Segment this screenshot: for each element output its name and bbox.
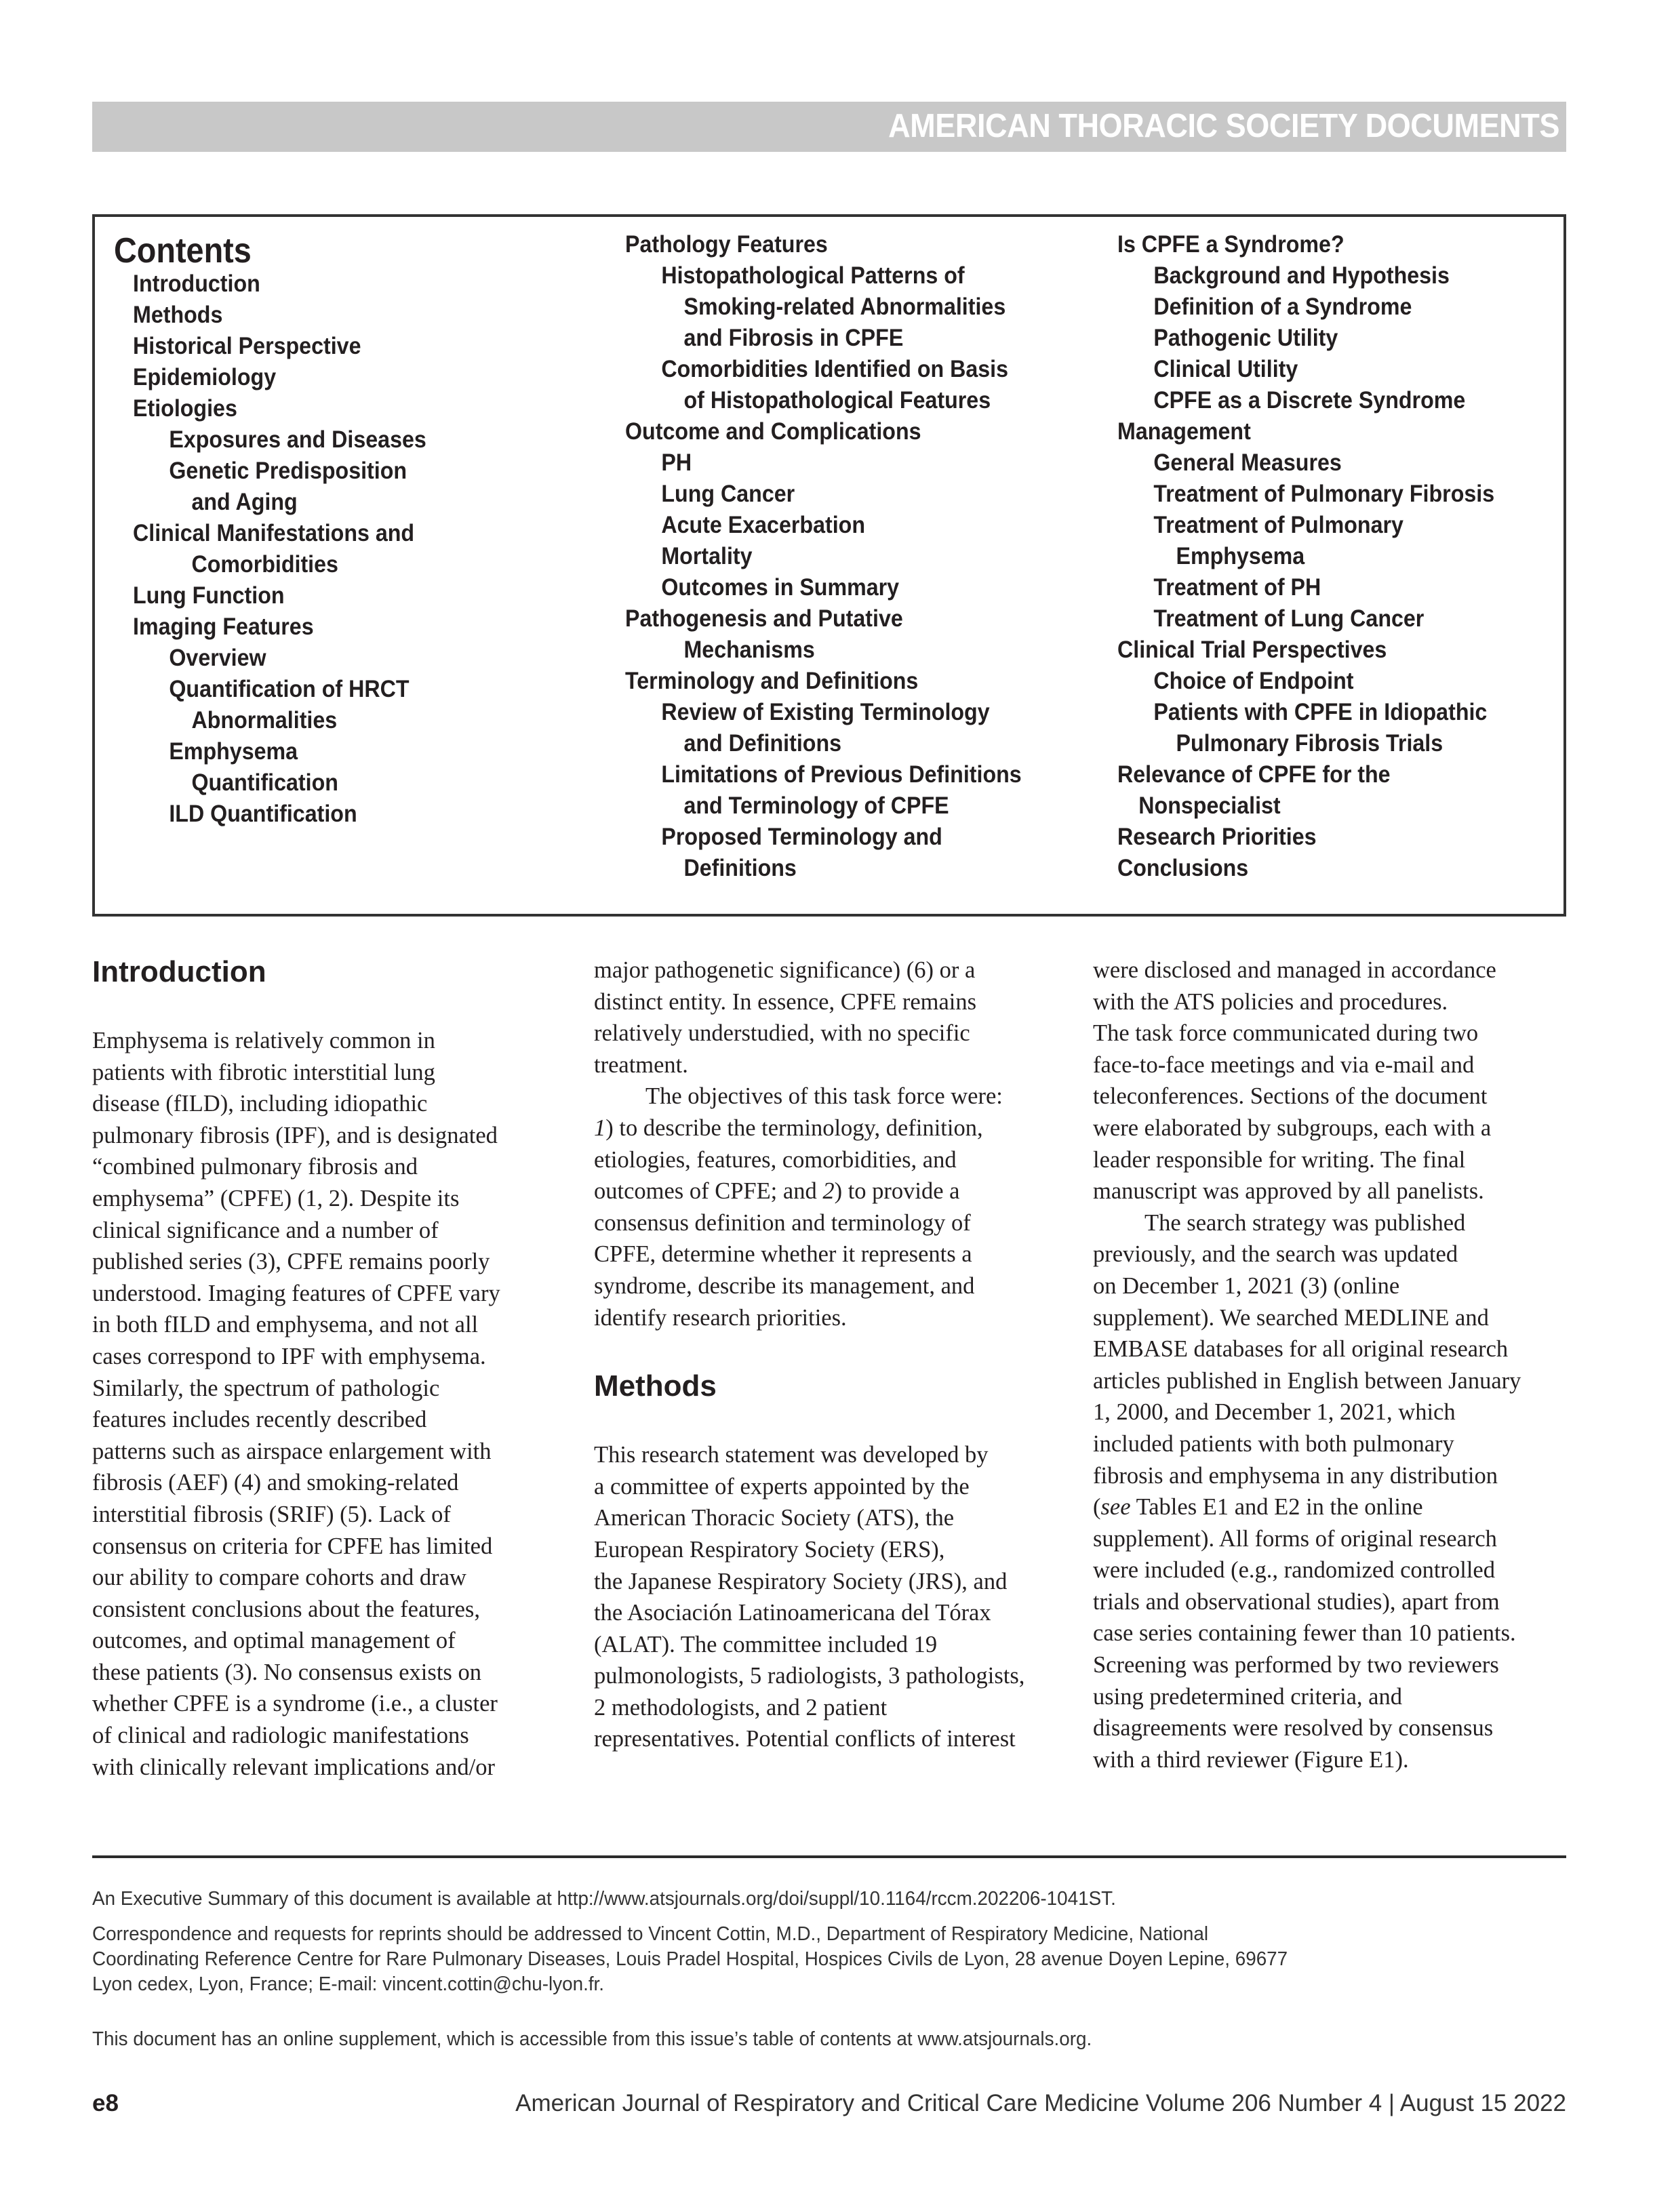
toc-entry[interactable]: Quantification of HRCT <box>169 676 410 702</box>
section-banner <box>92 102 1566 152</box>
toc-entry[interactable]: Treatment of PH <box>1153 574 1321 601</box>
text-line: disease (fILD), including idiopathic <box>92 1091 428 1117</box>
text-line: “combined pulmonary fibrosis and <box>92 1154 418 1180</box>
toc-column-2 <box>625 229 1056 884</box>
text-line: outcomes of CPFE; and 2) to provide a <box>594 1178 960 1205</box>
text-line: pulmonary fibrosis (IPF), and is designated <box>92 1122 498 1148</box>
toc-entry[interactable]: Treatment of Pulmonary Fibrosis <box>1153 481 1495 507</box>
toc-entry[interactable]: Introduction <box>133 270 260 297</box>
toc-entry[interactable]: Quantification <box>191 769 338 796</box>
toc-entry[interactable]: and Terminology of CPFE <box>683 792 949 819</box>
toc-entry[interactable]: Mechanisms <box>683 637 815 663</box>
toc-entry[interactable]: Definitions <box>683 855 797 881</box>
toc-entry[interactable]: Relevance of CPFE for the <box>1117 761 1391 788</box>
text-line: 1, 2000, and December 1, 2021, which <box>1093 1399 1456 1426</box>
correspondence-line: Correspondence and requests for reprints should be addressed to Vincent Cottin, M.D., Department of Respiratory Medicine, National <box>92 1923 1209 1945</box>
text-line: using predetermined criteria, and <box>1093 1683 1402 1710</box>
toc-entry[interactable]: Outcome and Complications <box>625 418 921 445</box>
body-column-1 <box>92 954 567 1783</box>
toc-entry[interactable]: Outcomes in Summary <box>661 574 900 601</box>
text-line: the Asociación Latinoamericana del Tórax <box>594 1600 991 1626</box>
body-column-2 <box>594 954 1069 1755</box>
toc-column-1 <box>133 268 452 830</box>
body-column-3 <box>1093 954 1568 1775</box>
toc-entry[interactable]: Clinical Trial Perspectives <box>1117 637 1387 663</box>
supplement-note: This document has an online supplement, which is accessible from this issue’s table of contents at www.atsjournals.org. <box>92 2028 1092 2050</box>
text-line: included patients with both pulmonary <box>1093 1430 1454 1457</box>
text-line: European Respiratory Society (ERS), <box>594 1536 945 1563</box>
text-line: teleconferences. Sections of the document <box>1093 1083 1488 1110</box>
toc-entry[interactable]: Pathogenesis and Putative <box>625 605 903 632</box>
toc-entry[interactable]: and Fibrosis in CPFE <box>683 325 904 351</box>
toc-entry[interactable]: Choice of Endpoint <box>1153 668 1354 694</box>
text-line: cases correspond to IPF with emphysema. <box>92 1343 486 1369</box>
journal-citation: American Journal of Respiratory and Critical Care Medicine Volume 206 Number 4 | August 15 2022 <box>515 2090 1566 2116</box>
section-heading-methods: Methods <box>594 1369 717 1403</box>
methods-paragraph-continued <box>1093 954 1568 1207</box>
toc-entry[interactable]: Etiologies <box>133 395 237 422</box>
toc-entry[interactable]: of Histopathological Features <box>683 387 991 414</box>
toc-entry[interactable]: Epidemiology <box>133 364 277 390</box>
text-line: leader responsible for writing. The final <box>1093 1146 1466 1173</box>
text-line: outcomes, and optimal management of <box>92 1628 456 1654</box>
toc-entry[interactable]: and Definitions <box>683 730 842 757</box>
introduction-paragraph-continued <box>594 954 1069 1081</box>
text-line: emphysema” (CPFE) (1, 2). Despite its <box>92 1185 460 1211</box>
text-line: (ALAT). The committee included 19 <box>594 1631 938 1657</box>
text-line: consensus definition and terminology of <box>594 1209 971 1236</box>
toc-entry[interactable]: Genetic Predisposition <box>169 458 407 484</box>
toc-entry[interactable]: Pulmonary Fibrosis Trials <box>1176 730 1443 757</box>
toc-entry[interactable]: Treatment of Pulmonary <box>1153 512 1403 538</box>
methods-paragraph <box>594 1439 1069 1755</box>
text-line: fibrosis (AEF) (4) and smoking-related <box>92 1470 459 1496</box>
text-line: of clinical and radiologic manifestations <box>92 1723 469 1749</box>
text-line: pulmonologists, 5 radiologists, 3 pathologists, <box>594 1663 1025 1689</box>
toc-entry[interactable]: Definition of a Syndrome <box>1153 294 1412 320</box>
text-line: relatively understudied, with no specific <box>594 1020 970 1047</box>
toc-entry[interactable]: PH <box>661 449 692 476</box>
text-line: distinct entity. In essence, CPFE remains <box>594 988 977 1015</box>
toc-entry[interactable]: Abnormalities <box>191 707 338 733</box>
footnote-divider <box>92 1855 1566 1858</box>
text-line: Similarly, the spectrum of pathologic <box>92 1375 440 1401</box>
text-line: disagreements were resolved by consensus <box>1093 1715 1494 1742</box>
correspondence-line: Coordinating Reference Centre for Rare Pulmonary Diseases, Louis Pradel Hospital, Hospices Civils de Lyon, 28 avenue Doyen Lepine, 69677 <box>92 1948 1288 1970</box>
table-of-contents <box>92 214 1566 917</box>
section-heading-introduction: Introduction <box>92 955 266 988</box>
toc-entry[interactable]: Overview <box>169 645 266 671</box>
text-line: etiologies, features, comorbidities, and <box>594 1146 957 1173</box>
text-line: patterns such as airspace enlargement with <box>92 1438 492 1464</box>
text-line: This research statement was developed by <box>594 1442 989 1468</box>
toc-entry[interactable]: Methods <box>133 302 223 328</box>
text-line: American Thoracic Society (ATS), the <box>594 1505 955 1531</box>
toc-entry[interactable]: Treatment of Lung Cancer <box>1153 605 1425 632</box>
text-line: in both fILD and emphysema, and not all <box>92 1312 479 1338</box>
toc-entry[interactable]: Terminology and Definitions <box>625 668 919 694</box>
toc-entry[interactable]: Proposed Terminology and <box>661 824 942 850</box>
toc-entry[interactable]: Emphysema <box>169 738 298 765</box>
objectives-paragraph <box>594 1081 1069 1333</box>
toc-entry[interactable]: Pathogenic Utility <box>1153 325 1338 351</box>
text-line: articles published in English between January <box>1093 1367 1521 1394</box>
text-line: with a third reviewer (Figure E1). <box>1093 1746 1409 1773</box>
toc-entry[interactable]: General Measures <box>1153 449 1342 476</box>
toc-entry[interactable]: Conclusions <box>1117 855 1249 881</box>
correspondence-note <box>92 1922 1288 1997</box>
text-line: The objectives of this task force were: <box>645 1083 1003 1110</box>
text-line: our ability to compare cohorts and draw <box>92 1565 466 1591</box>
text-line: treatment. <box>594 1051 688 1078</box>
toc-entry[interactable]: Review of Existing Terminology <box>661 699 990 725</box>
text-line: Screening was performed by two reviewers <box>1093 1652 1499 1678</box>
toc-entry[interactable]: Clinical Utility <box>1153 356 1298 382</box>
text-line: consistent conclusions about the features, <box>92 1596 480 1622</box>
text-line: The search strategy was published <box>1144 1209 1466 1236</box>
text-line: published series (3), CPFE remains poorly <box>92 1249 490 1275</box>
toc-entry[interactable]: Limitations of Previous Definitions <box>661 761 1022 788</box>
toc-entry[interactable]: CPFE as a Discrete Syndrome <box>1153 387 1466 414</box>
toc-entry[interactable]: Clinical Manifestations and <box>133 520 415 546</box>
toc-entry[interactable]: and Aging <box>191 489 298 515</box>
toc-entry[interactable]: Histopathological Patterns of <box>661 262 965 289</box>
text-line: a committee of experts appointed by the <box>594 1473 970 1500</box>
toc-entry[interactable]: Research Priorities <box>1117 824 1317 850</box>
correspondence-line: Lyon cedex, Lyon, France; E-mail: vincent.cottin@chu-lyon.fr. <box>92 1973 605 1995</box>
toc-entry[interactable]: Historical Perspective <box>133 333 361 359</box>
text-line: (see Tables E1 and E2 in the online <box>1093 1494 1423 1521</box>
text-line: identify research priorities. <box>594 1304 847 1331</box>
text-line: The task force communicated during two <box>1093 1020 1479 1047</box>
text-line: features includes recently described <box>92 1407 427 1433</box>
toc-entry[interactable]: Mortality <box>661 543 753 569</box>
executive-summary-note: An Executive Summary of this document is available at http://www.atsjournals.org/doi/suppl/10.1164/rccm.202206-1041ST. <box>92 1888 1116 1910</box>
text-line: were disclosed and managed in accordance <box>1093 957 1496 983</box>
text-line: supplement). All forms of original research <box>1093 1525 1497 1552</box>
toc-entry[interactable]: Imaging Features <box>133 614 314 640</box>
text-line: 1) to describe the terminology, definition, <box>594 1114 983 1141</box>
text-line: whether CPFE is a syndrome (i.e., a cluster <box>92 1691 498 1717</box>
text-line: were elaborated by subgroups, each with a <box>1093 1114 1492 1141</box>
toc-entry[interactable]: ILD Quantification <box>169 801 357 827</box>
text-line: major pathogenetic significance) (6) or a <box>594 957 976 983</box>
text-line: supplement). We searched MEDLINE and <box>1093 1304 1489 1331</box>
page-number: e8 <box>92 2090 119 2116</box>
text-line: these patients (3). No consensus exists on <box>92 1659 481 1685</box>
text-line: syndrome, describe its management, and <box>594 1272 975 1299</box>
toc-entry[interactable]: Pathology Features <box>625 231 828 258</box>
text-line: previously, and the search was updated <box>1093 1241 1458 1268</box>
text-line: fibrosis and emphysema in any distribution <box>1093 1462 1498 1489</box>
text-line: the Japanese Respiratory Society (JRS), and <box>594 1568 1008 1594</box>
toc-entry[interactable]: Lung Cancer <box>661 481 795 507</box>
banner-title: AMERICAN THORACIC SOCIETY DOCUMENTS <box>888 108 1559 144</box>
text-line: understood. Imaging features of CPFE vary <box>92 1280 500 1306</box>
text-line: on December 1, 2021 (3) (online <box>1093 1272 1400 1299</box>
text-line: manuscript was approved by all panelists. <box>1093 1178 1484 1205</box>
text-line: Emphysema is relatively common in <box>92 1028 435 1053</box>
toc-entry[interactable]: Is CPFE a Syndrome? <box>1117 231 1345 258</box>
toc-entry[interactable]: Exposures and Diseases <box>169 426 426 453</box>
text-line: with the ATS policies and procedures. <box>1093 988 1448 1015</box>
toc-entry[interactable]: Acute Exacerbation <box>661 512 865 538</box>
toc-entry[interactable]: Comorbidities Identified on Basis <box>661 356 1009 382</box>
text-line: CPFE, determine whether it represents a <box>594 1241 972 1268</box>
text-line: consensus on criteria for CPFE has limited <box>92 1533 493 1559</box>
search-strategy-paragraph <box>1093 1207 1568 1776</box>
toc-entry[interactable]: Emphysema <box>1176 543 1305 569</box>
text-line: with clinically relevant implications and/or <box>92 1754 495 1780</box>
text-line: face-to-face meetings and via e-mail and <box>1093 1051 1475 1078</box>
text-line: representatives. Potential conflicts of interest <box>594 1726 1016 1752</box>
text-line: were included (e.g., randomized controlled <box>1093 1557 1495 1584</box>
toc-entry[interactable]: Lung Function <box>133 582 285 609</box>
text-line: EMBASE databases for all original research <box>1093 1336 1509 1363</box>
introduction-paragraph <box>92 1025 567 1783</box>
text-line: clinical significance and a number of <box>92 1217 439 1243</box>
toc-entry[interactable]: Management <box>1117 418 1251 445</box>
text-line: 2 methodologists, and 2 patient <box>594 1694 888 1721</box>
text-line: trials and observational studies), apart from <box>1093 1588 1500 1615</box>
toc-entry[interactable]: Background and Hypothesis <box>1153 262 1450 289</box>
text-line: interstitial fibrosis (SRIF) (5). Lack of <box>92 1501 451 1527</box>
toc-title: Contents <box>114 231 252 270</box>
text-line: patients with fibrotic interstitial lung <box>92 1059 435 1085</box>
toc-entry[interactable]: Patients with CPFE in Idiopathic <box>1153 699 1488 725</box>
text-line: case series containing fewer than 10 patients. <box>1093 1620 1516 1647</box>
toc-entry[interactable]: Nonspecialist <box>1138 792 1281 819</box>
toc-entry[interactable]: Smoking-related Abnormalities <box>683 294 1006 320</box>
toc-entry[interactable]: Comorbidities <box>191 551 338 578</box>
toc-column-3 <box>1117 229 1528 884</box>
